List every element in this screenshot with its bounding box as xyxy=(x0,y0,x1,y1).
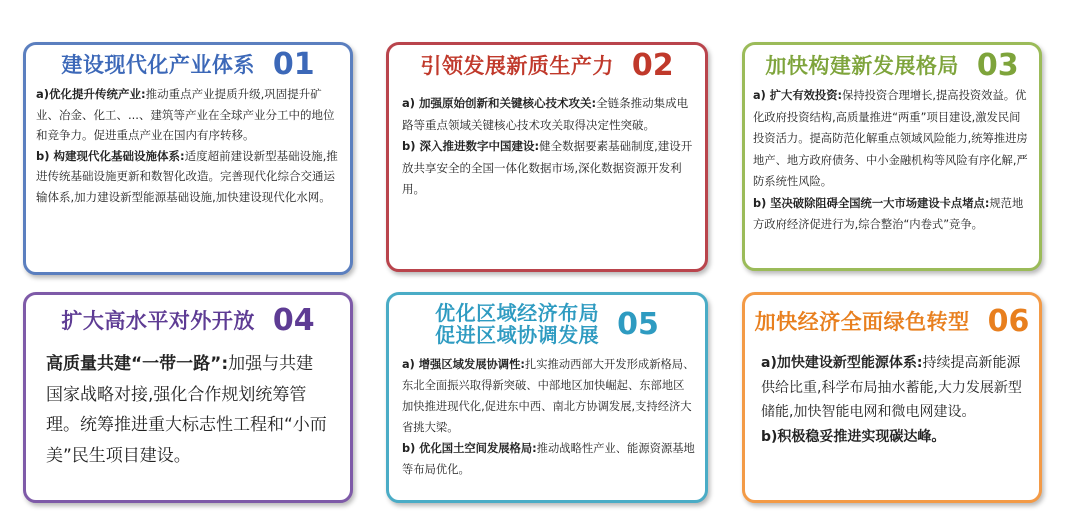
card-title: 加快构建新发展格局 xyxy=(765,54,959,78)
card-modern-industry xyxy=(23,42,353,275)
card-number: 03 xyxy=(976,47,1019,83)
card-paragraph xyxy=(753,193,1031,236)
card-body xyxy=(26,345,350,471)
paragraph-text: 推动战略性产业、能源资源基地等布局优化。 xyxy=(402,442,695,476)
paragraph-heading: b) 深入推进数字中国建设: xyxy=(402,139,540,153)
card-header xyxy=(745,295,1039,347)
card-title-line: 促进区域协调发展 xyxy=(435,323,600,347)
card-header xyxy=(26,45,350,83)
card-title: 加快经济全面绿色转型 xyxy=(754,310,970,334)
card-header xyxy=(389,295,705,353)
card-body xyxy=(26,83,350,207)
card-regional-layout xyxy=(386,292,708,503)
paragraph-heading: a) 扩大有效投资: xyxy=(753,89,843,102)
card-body xyxy=(745,85,1039,236)
card-number: 05 xyxy=(617,306,659,342)
paragraph-text: 推动重点产业提质升级,巩固提升矿业、冶金、化工、...、建筑等产业在全球产业分工中的地位和竞争力。促进重点产业在国内有序转移。 xyxy=(36,87,335,142)
card-body xyxy=(389,85,705,201)
card-number: 01 xyxy=(272,46,315,82)
card-paragraph xyxy=(402,354,695,438)
paragraph-heading: a) 加强原始创新和关键核心技术攻关: xyxy=(402,96,597,110)
card-opening-up xyxy=(23,292,353,503)
paragraph-text: 全链条推动集成电路等重点领域关键核心技术攻关取得决定性突破。 xyxy=(402,96,689,132)
card-title: 引领发展新质生产力 xyxy=(420,54,614,78)
paragraph-heading: a)加快建设新型能源体系: xyxy=(761,355,923,371)
card-title: 建设现代化产业体系 xyxy=(61,53,255,77)
card-new-productivity xyxy=(386,42,708,272)
paragraph-text: 保持投资合理增长,提高投资效益。优化政府投资结构,高质量推进“两重”项目建设,激发民间投资活力。提高防范化解重点领域风险能力,统筹推进房地产、地方政府债务、中小金融机构等风险有序化解,严防系统性风险。 xyxy=(753,89,1028,188)
card-number: 04 xyxy=(272,302,315,338)
card-header xyxy=(745,45,1039,85)
card-paragraph xyxy=(753,85,1031,193)
card-number: 06 xyxy=(987,303,1030,339)
paragraph-heading: b) 优化国土空间发展格局: xyxy=(402,442,537,455)
card-body xyxy=(745,347,1039,449)
paragraph-text: 扎实推动西部大开发形成新格局、东北全面振兴取得新突破、中部地区加快崛起、东部地区加快推进现代化,促进东中西、南北方协调发展,支持经济大省挑大梁。 xyxy=(402,358,695,434)
paragraph-text: 加强与共建国家战略对接,强化合作规划统筹管理。统筹推进重大标志性工程和“小而美”民生项目建设。 xyxy=(46,354,327,466)
paragraph-text: 适度超前建设新型基础设施,推进传统基础设施更新和数智化改造。完善现代化综合交通运输体系,加力建设新型能源基础设施,加快建设现代化水网。 xyxy=(36,148,338,204)
card-green-transition xyxy=(742,292,1042,503)
card-paragraph xyxy=(402,136,693,201)
paragraph-text: 健全数据要素基础制度,建设开放共享安全的全国一体化数据市场,深化数据资源开发利用。 xyxy=(402,139,693,196)
paragraph-text: 规范地方政府经济促进行为,综合整治“内卷式”竞争。 xyxy=(753,196,1024,231)
paragraph-heading: a) 增强区域发展协调性: xyxy=(402,358,525,371)
paragraph-heading: 高质量共建“一带一路”: xyxy=(46,354,229,374)
card-paragraph xyxy=(402,93,693,136)
paragraph-heading: b) 坚决破除阻碍全国统一大市场建设卡点堵点: xyxy=(753,196,990,210)
paragraph-text: 持续提高新能源供给比重,科学布局抽水蓄能,大力发展新型储能,加快智能电网和微电网建设。 xyxy=(761,355,1022,420)
card-paragraph xyxy=(761,425,1025,450)
card-title-line: 优化区域经济布局 xyxy=(435,301,600,325)
card-header xyxy=(26,295,350,345)
paragraph-heading: b) 构建现代化基础设施体系: xyxy=(36,148,185,163)
card-title xyxy=(435,302,599,346)
card-development-pattern xyxy=(742,42,1042,271)
paragraph-heading: b)积极稳妥推进实现碳达峰。 xyxy=(761,428,946,445)
card-paragraph xyxy=(36,146,340,208)
card-paragraph xyxy=(402,438,695,480)
card-title: 扩大高水平对外开放 xyxy=(61,309,255,333)
card-body xyxy=(389,353,705,480)
card-number: 02 xyxy=(631,47,674,83)
card-paragraph xyxy=(46,349,330,471)
card-paragraph xyxy=(36,84,340,146)
card-paragraph xyxy=(761,351,1025,425)
paragraph-heading: a)优化提升传统产业: xyxy=(36,87,146,101)
card-header xyxy=(389,45,705,85)
